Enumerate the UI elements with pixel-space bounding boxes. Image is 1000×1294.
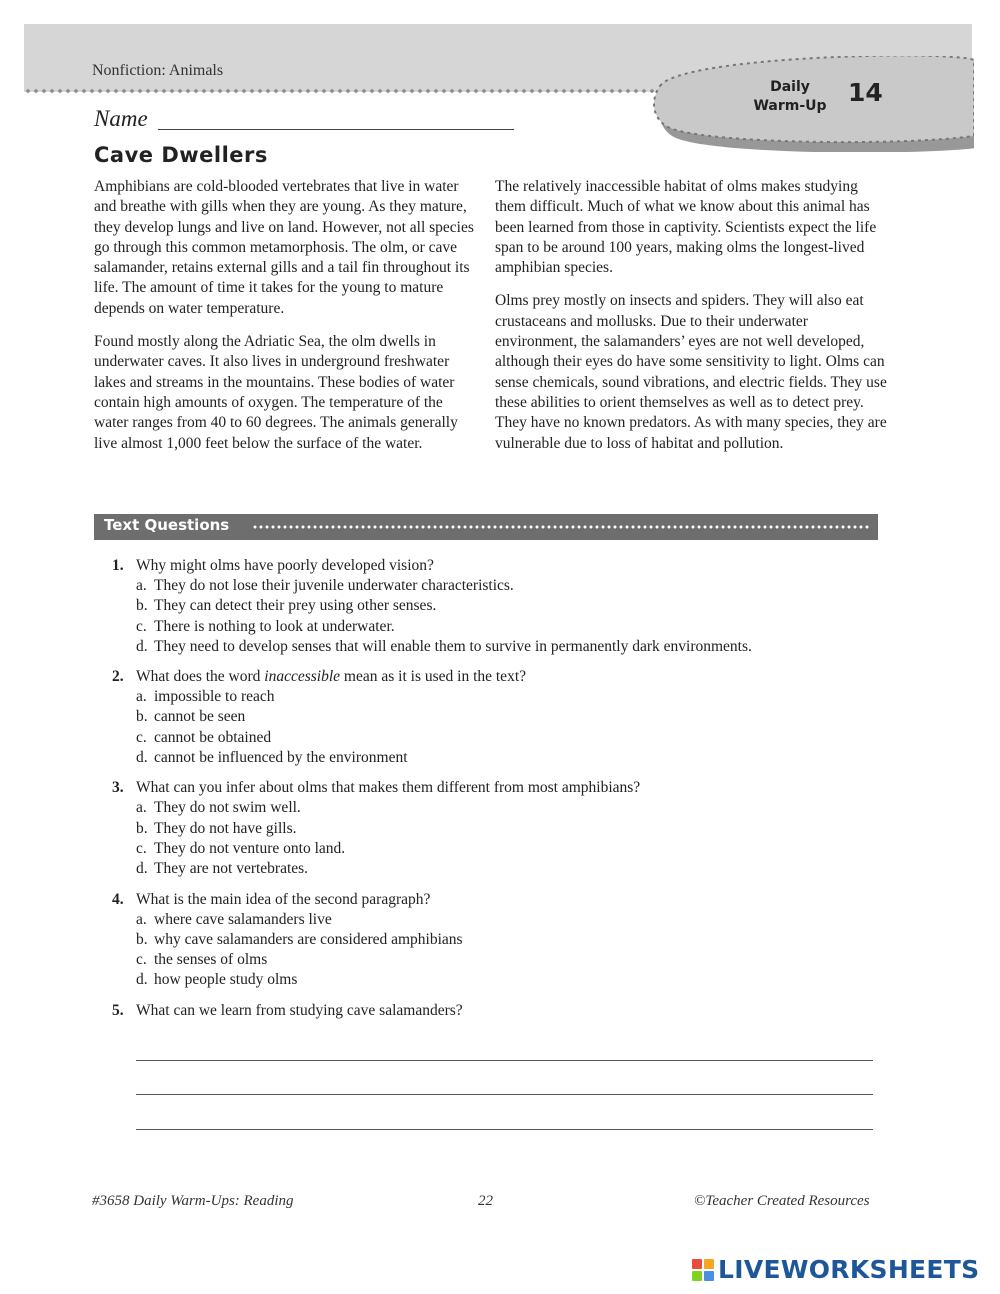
header-dotted-line	[24, 87, 664, 95]
answer-option[interactable]: d. They are not vertebrates.	[136, 860, 309, 878]
question-text: What can you infer about olms that makes them different from most amphibians?	[136, 779, 641, 797]
question-5	[112, 1000, 892, 1021]
question-1	[112, 555, 892, 657]
passage-right-column	[495, 177, 890, 467]
name-label: Name	[94, 106, 148, 131]
question-text: What can we learn from studying cave salamanders?	[136, 1001, 463, 1019]
liveworksheets-logo[interactable]	[692, 1255, 979, 1284]
question-number: 2.	[112, 668, 124, 686]
liveworksheets-logo-icon	[692, 1259, 714, 1281]
answer-line-3[interactable]	[136, 1129, 873, 1130]
section-title: Text Questions	[104, 516, 230, 534]
paragraph-1: Amphibians are cold-blooded vertebrates that live in water and breathe with gills when they are young. As they mature, they develop lungs and live on land. However, not all species go through this common metamorphosis. The olm, or cave salamander, retains external gills and a tail fin throughout its life. The amount of time it takes for the young to mature depends on water temperature.	[94, 178, 474, 317]
answer-option[interactable]: c. the senses of olms	[136, 951, 268, 969]
answer-option[interactable]: c. cannot be obtained	[136, 728, 272, 746]
question-text: What does the word inaccessible mean as it is used in the text?	[136, 668, 527, 686]
passage-left-column	[94, 177, 474, 467]
question-number: 5.	[112, 1001, 124, 1019]
liveworksheets-logo-text: LIVEWORKSHEETS	[718, 1255, 980, 1284]
section-dotted-line	[252, 524, 870, 530]
footer-book-title: #3658 Daily Warm-Ups: Reading	[92, 1193, 294, 1209]
question-number: 4.	[112, 890, 124, 908]
answer-option[interactable]: b. They do not have gills.	[136, 819, 297, 837]
footer-page-number: 22	[478, 1193, 493, 1209]
answer-option[interactable]: c. They do not venture onto land.	[136, 839, 346, 857]
paragraph-2: Found mostly along the Adriatic Sea, the olm dwells in underwater caves. It also lives in underground freshwater lakes and streams in the mountains. These bodies of water contain high amounts of oxygen. The temperature of the water ranges from 40 to 60 degrees. The animals generally live almost 1,000 feet below the surface of the water.	[94, 333, 458, 452]
badge-label	[740, 78, 840, 116]
name-input-line[interactable]	[158, 129, 514, 130]
answer-line-2[interactable]	[136, 1094, 873, 1095]
paragraph-4: Olms prey mostly on insects and spiders. They will also eat crustaceans and mollusks. Due to their underwater environment, the salamanders’ eyes are not well developed, although their eyes do have some sensitivity to light. Olms can sense chemicals, sound vibrations, and electric fields. They use these abilities to orient themselves as well as to detect prey. They have no known predators. As with many species, they are vulnerable due to loss of habitat and pollution.	[495, 292, 887, 452]
question-text: Why might olms have poorly developed vision?	[136, 557, 434, 574]
answer-option[interactable]: b. They can detect their prey using other senses.	[136, 597, 437, 615]
badge-line-warmup: Warm-Up	[753, 98, 827, 114]
question-4	[112, 889, 892, 991]
question-2	[112, 666, 892, 768]
answer-option[interactable]: b. cannot be seen	[136, 708, 246, 726]
answer-option[interactable]: d. cannot be influenced by the environment	[136, 749, 408, 767]
answer-option[interactable]: c. There is nothing to look at underwater.	[136, 617, 395, 635]
question-number: 3.	[112, 779, 124, 797]
badge-line-daily: Daily	[770, 79, 810, 95]
answer-option[interactable]: a. impossible to reach	[136, 688, 275, 706]
section-header	[94, 514, 878, 540]
answer-option[interactable]: a. They do not lose their juvenile underwater characteristics.	[136, 577, 514, 594]
answer-option[interactable]: a. They do not swim well.	[136, 799, 301, 817]
page-title: Cave Dwellers	[94, 143, 268, 167]
answer-option[interactable]: b. why cave salamanders are considered amphibians	[136, 930, 463, 948]
question-list	[112, 555, 892, 1030]
question-text: What is the main idea of the second paragraph?	[136, 890, 431, 908]
paragraph-3: The relatively inaccessible habitat of olms makes studying them difficult. Much of what we know about this animal has been learned from those in captivity. Scientists expect the life span to be around 100 years, making olms the longest-lived amphibian species.	[495, 178, 877, 277]
answer-line-1[interactable]	[136, 1060, 873, 1061]
footer-copyright: ©Teacher Created Resources	[694, 1193, 870, 1209]
answer-option[interactable]: a. where cave salamanders live	[136, 910, 332, 928]
category-label: Nonfiction: Animals	[92, 62, 224, 79]
question-number: 1.	[112, 557, 124, 574]
answer-option[interactable]: d. They need to develop senses that will enable them to survive in permanently dark environments.	[136, 637, 752, 655]
badge-number: 14	[848, 78, 883, 107]
answer-option[interactable]: d. how people study olms	[136, 971, 298, 989]
question-3	[112, 777, 892, 879]
